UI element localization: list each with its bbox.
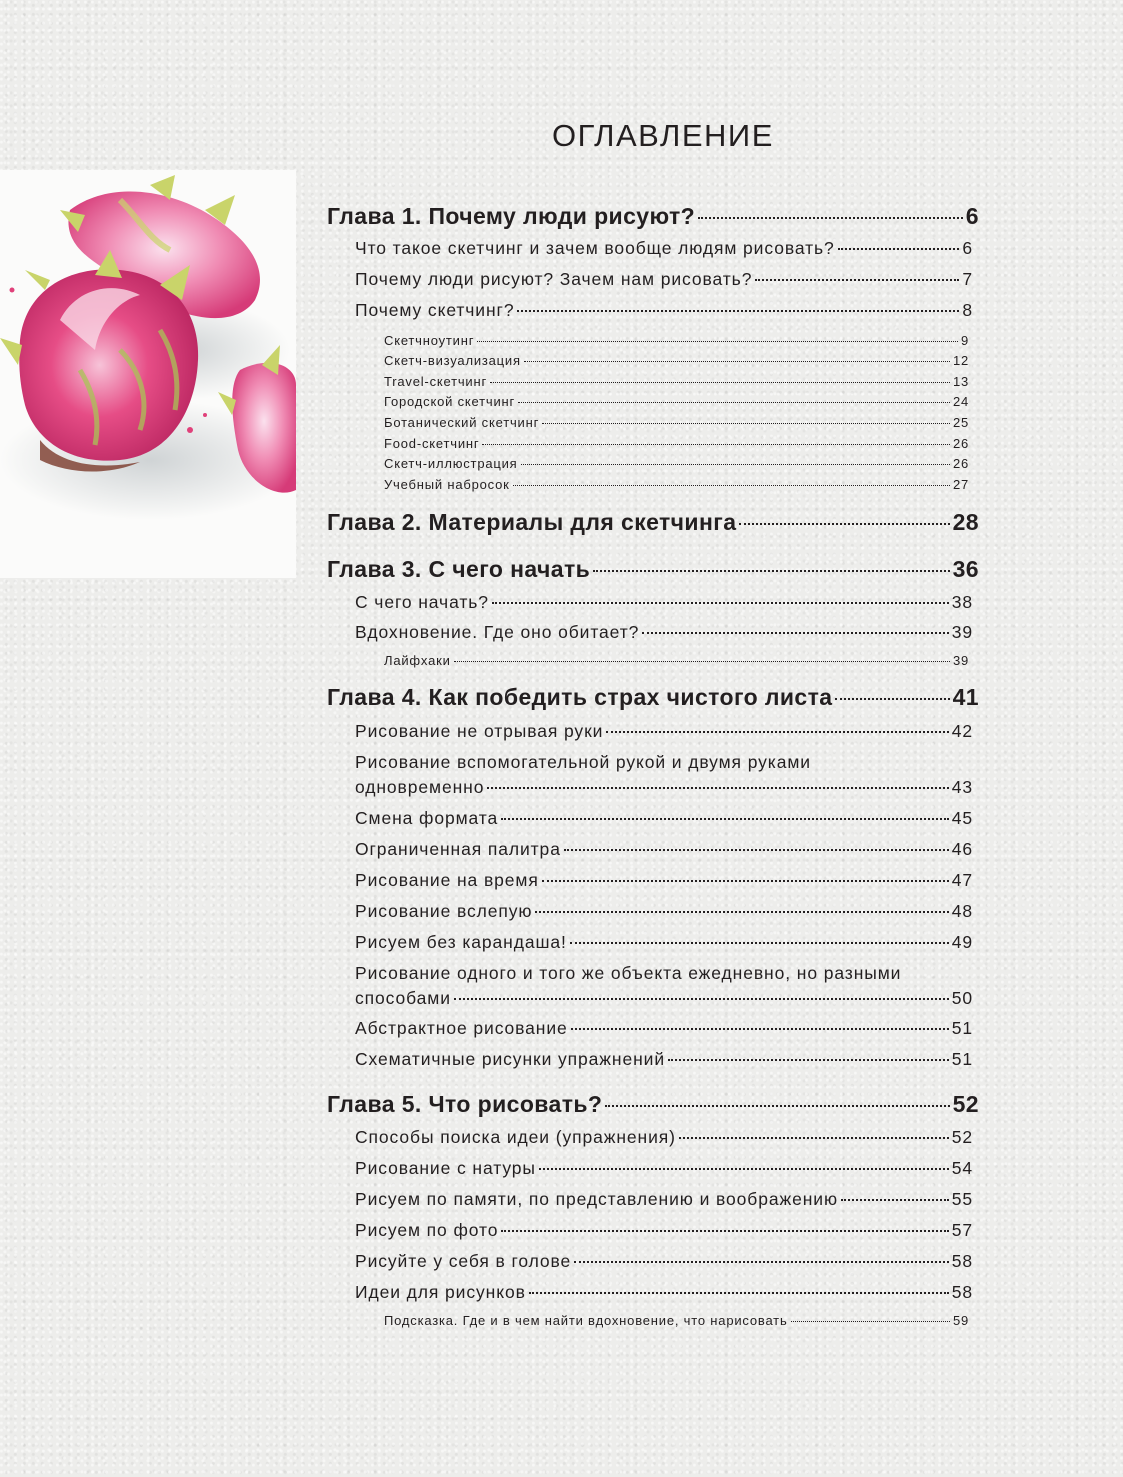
toc-dot-leader <box>593 569 949 572</box>
toc-subsection[interactable] <box>384 456 969 471</box>
toc-page-number: 24 <box>952 394 969 409</box>
toc-page-number: 27 <box>952 477 969 492</box>
toc-dot-leader <box>501 817 949 820</box>
toc-section[interactable] <box>355 901 973 922</box>
toc-dot-leader <box>487 786 948 789</box>
toc-page-number: 43 <box>951 777 973 797</box>
toc-page-number: 45 <box>951 808 973 828</box>
toc-section[interactable] <box>355 238 973 259</box>
toc-section[interactable] <box>355 750 973 800</box>
toc-entry-title: Подсказка. Где и в чем найти вдохновение, что нарисовать <box>384 1313 788 1328</box>
toc-subsection[interactable] <box>384 353 969 368</box>
toc-entry-title: Абстрактное рисование <box>355 1018 568 1038</box>
toc-section[interactable] <box>355 1189 973 1210</box>
toc-page-number: 38 <box>951 592 973 612</box>
toc-entry-title-line2: способами <box>355 988 451 1008</box>
toc-dot-leader <box>477 340 958 342</box>
toc-page-number: 36 <box>952 556 979 582</box>
toc-chapter-5[interactable] <box>327 1091 979 1118</box>
toc-dot-leader <box>605 1104 949 1107</box>
toc-entry-title: Схематичные рисунки упражнений <box>355 1049 666 1069</box>
toc-section[interactable] <box>355 1251 973 1272</box>
toc-dot-leader <box>535 910 948 913</box>
toc-page-number: 42 <box>951 721 973 741</box>
toc-subsection[interactable] <box>384 477 969 492</box>
toc-entry-title: Рисуем без карандаша! <box>355 932 567 952</box>
toc-chapter-3[interactable] <box>327 556 979 583</box>
toc-dot-leader <box>679 1136 949 1139</box>
toc-entry-title: Ограниченная палитра <box>355 839 561 859</box>
toc-page-number: 49 <box>951 932 973 952</box>
toc-entry-title: Городской скетчинг <box>384 394 516 409</box>
toc-dot-leader <box>564 848 949 851</box>
toc-section[interactable] <box>355 1282 973 1303</box>
toc-dot-leader <box>518 401 950 403</box>
toc-page-number: 9 <box>960 333 969 348</box>
toc-page-number: 39 <box>951 622 973 642</box>
toc-dot-leader <box>571 1027 949 1030</box>
toc-section[interactable] <box>355 839 973 860</box>
toc-dot-leader <box>642 631 948 634</box>
toc-subsection[interactable] <box>384 374 969 389</box>
toc-dot-leader <box>482 443 950 445</box>
toc-dot-leader <box>668 1058 949 1061</box>
toc-section[interactable] <box>355 932 973 953</box>
toc-dot-leader <box>501 1229 948 1232</box>
toc-page-number: 51 <box>951 1018 973 1038</box>
page-title: ОГЛАВЛЕНИЕ <box>552 118 774 153</box>
toc-entry-title-line1: Рисование одного и того же объекта ежедневно, но разными <box>355 963 902 983</box>
toc-dot-leader <box>739 522 949 525</box>
toc-subsection[interactable] <box>384 415 969 430</box>
toc-entry-title: Глава 5. Что рисовать? <box>327 1091 603 1117</box>
toc-page-number: 47 <box>951 870 973 890</box>
toc-page-number: 7 <box>962 269 973 289</box>
toc-section[interactable] <box>355 300 973 321</box>
toc-chapter-4[interactable] <box>327 684 979 711</box>
toc-entry-title-line1: Рисование вспомогательной рукой и двумя руками <box>355 752 811 772</box>
toc-entry-title: Учебный набросок <box>384 477 510 492</box>
toc-page-number: 54 <box>951 1158 973 1178</box>
toc-entry-title: Почему скетчинг? <box>355 300 515 320</box>
toc-section[interactable] <box>355 1049 973 1070</box>
toc-page-number: 28 <box>952 509 979 535</box>
toc-section[interactable] <box>355 1220 973 1241</box>
toc-entry-title: Смена формата <box>355 808 499 828</box>
toc-dot-leader <box>490 381 950 383</box>
toc-page-number: 57 <box>951 1220 973 1240</box>
toc-page-number: 12 <box>952 353 969 368</box>
toc-entry-title: Глава 1. Почему люди рисуют? <box>327 203 696 229</box>
toc-dot-leader <box>755 278 959 281</box>
toc-section[interactable] <box>355 269 973 290</box>
toc-dot-leader <box>841 1198 949 1201</box>
toc-subsection[interactable] <box>384 394 969 409</box>
toc-section[interactable] <box>355 622 973 643</box>
toc-dot-leader <box>521 463 950 465</box>
toc-dot-leader <box>513 484 950 486</box>
toc-entry-title: Рисование вслепую <box>355 901 533 921</box>
toc-dot-leader <box>574 1260 949 1263</box>
toc-page-number: 41 <box>952 684 979 710</box>
toc-entry-title: Глава 4. Как победить страх чистого листа <box>327 684 833 710</box>
toc-dot-leader <box>570 941 949 944</box>
toc-page-number: 39 <box>952 653 969 668</box>
toc-entry-title: Ботанический скетчинг <box>384 415 540 430</box>
toc-page-number: 6 <box>962 238 973 258</box>
toc-page-number: 8 <box>962 300 973 320</box>
toc-entry-title: Лайфхаки <box>384 653 451 668</box>
toc-dot-leader <box>838 247 960 250</box>
toc-page-number: 48 <box>951 901 973 921</box>
toc-entry-title: Вдохновение. Где оно обитает? <box>355 622 640 642</box>
toc-page-number: 51 <box>951 1049 973 1069</box>
toc-entry-title: Travel-скетчинг <box>384 374 488 389</box>
toc-dot-leader <box>542 879 949 882</box>
toc-entry-title: Рисование на время <box>355 870 539 890</box>
toc-subsection[interactable] <box>384 653 969 668</box>
toc-chapter-2[interactable] <box>327 509 979 536</box>
toc-entry-title: Food-скетчинг <box>384 436 480 451</box>
toc-chapter-1[interactable] <box>327 203 979 230</box>
toc-subsection[interactable] <box>384 333 969 348</box>
toc-entry-title: Рисование не отрывая руки <box>355 721 604 741</box>
toc-subsection[interactable] <box>384 1313 969 1328</box>
toc-page-number: 58 <box>951 1282 973 1302</box>
toc-section[interactable] <box>355 1018 973 1039</box>
toc-page-number: 52 <box>952 1091 979 1117</box>
toc-entry-title: Рисуйте у себя в голове <box>355 1251 572 1271</box>
toc-entry-title: Способы поиска идеи (упражнения) <box>355 1127 676 1147</box>
toc-section[interactable] <box>355 721 973 742</box>
toc-section[interactable] <box>355 808 973 829</box>
toc-dot-leader <box>517 309 959 312</box>
toc-entry-title: Рисуем по фото <box>355 1220 499 1240</box>
toc-section[interactable] <box>355 1127 973 1148</box>
toc-dot-leader <box>542 422 950 424</box>
toc-page-number: 26 <box>952 436 969 451</box>
toc-page-number: 55 <box>951 1189 973 1209</box>
toc-section[interactable] <box>355 870 973 891</box>
toc-page-number: 59 <box>952 1313 969 1328</box>
toc-entry-title: Скетч-иллюстрация <box>384 456 518 471</box>
toc-dot-leader <box>492 601 949 604</box>
toc-entry-title: Глава 3. С чего начать <box>327 556 591 582</box>
toc-page-number: 13 <box>952 374 969 389</box>
toc-dot-leader <box>454 997 949 1000</box>
toc-dot-leader <box>539 1167 949 1170</box>
toc-page-number: 46 <box>951 839 973 859</box>
toc-dot-leader <box>606 730 948 733</box>
toc-entry-title: С чего начать? <box>355 592 489 612</box>
toc-dot-leader <box>529 1291 949 1294</box>
toc-page-number: 52 <box>951 1127 973 1147</box>
toc-page-number: 26 <box>952 456 969 471</box>
toc-dot-leader <box>835 697 949 700</box>
toc-dot-leader <box>454 660 950 662</box>
toc-entry-title: Идеи для рисунков <box>355 1282 526 1302</box>
toc-page-number: 50 <box>951 988 973 1008</box>
toc-subsection[interactable] <box>384 436 969 451</box>
toc-entry-title: Скетч-визуализация <box>384 353 521 368</box>
toc-entry-title: Что такое скетчинг и зачем вообще людям рисовать? <box>355 238 835 258</box>
toc-entry-title: Скетчноутинг <box>384 333 475 348</box>
toc-dot-leader <box>791 1320 950 1322</box>
toc-dot-leader <box>524 360 950 362</box>
toc-entry-title: Почему люди рисуют? Зачем нам рисовать? <box>355 269 753 289</box>
toc-entry-title: Глава 2. Материалы для скетчинга <box>327 509 737 535</box>
toc-page-number: 6 <box>965 203 979 229</box>
toc-dot-leader <box>698 216 963 219</box>
toc-section[interactable] <box>355 961 973 1011</box>
toc-entry-title: Рисование с натуры <box>355 1158 536 1178</box>
toc-entry-title: Рисуем по памяти, по представлению и воображению <box>355 1189 838 1209</box>
toc-section[interactable] <box>355 1158 973 1179</box>
toc-entry-title-line2: одновременно <box>355 777 485 797</box>
toc-page-number: 25 <box>952 415 969 430</box>
toc-section[interactable] <box>355 592 973 613</box>
toc-page-number: 58 <box>951 1251 973 1271</box>
